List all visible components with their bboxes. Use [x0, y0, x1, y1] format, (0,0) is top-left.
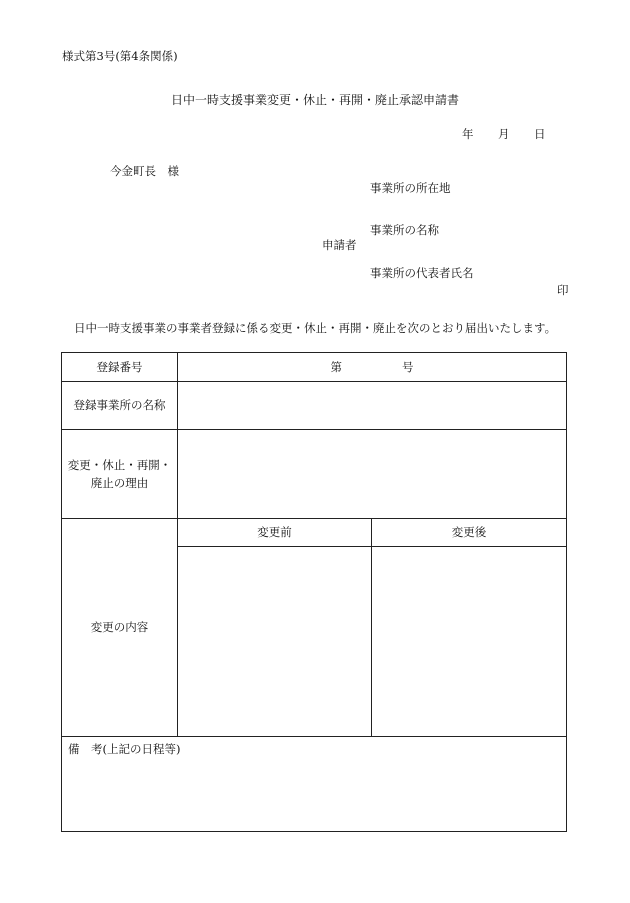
- business-name-label: 事業所の名称: [370, 223, 439, 237]
- reason-label-line2: 廃止の理由: [90, 476, 149, 490]
- before-change-header: 変更前: [178, 519, 372, 547]
- form-title: 日中一時支援事業変更・休止・再開・廃止承認申請書: [170, 93, 459, 107]
- date-year-label: 年: [462, 127, 474, 141]
- change-content-label: 変更の内容: [62, 519, 178, 737]
- before-change-input-cell[interactable]: [178, 547, 372, 737]
- table-row: [62, 737, 567, 832]
- reason-label: [62, 430, 178, 519]
- business-address-label: 事業所の所在地: [370, 181, 451, 195]
- table-row: [62, 382, 567, 430]
- number-suffix: 号: [402, 359, 414, 374]
- registration-table: [61, 352, 567, 832]
- declaration-text: 日中一時支援事業の事業者登録に係る変更・休止・再開・廃止を次のとおり届出いたします。: [74, 321, 557, 335]
- addressee: 今金町長 様: [110, 164, 179, 178]
- table-row: [62, 519, 567, 547]
- table-row: [62, 353, 567, 382]
- number-prefix: 第: [330, 359, 342, 374]
- remarks-cell[interactable]: [62, 737, 567, 832]
- form-number: 様式第3号(第4条関係): [62, 49, 178, 63]
- reason-input-cell[interactable]: [178, 430, 567, 519]
- reason-label-line1: 変更・休止・再開・: [67, 457, 172, 472]
- registration-number-label: 登録番号: [62, 353, 178, 382]
- table-row: [62, 430, 567, 519]
- business-name-row-label: 登録事業所の名称: [62, 382, 178, 430]
- date-day-label: 日: [534, 127, 546, 141]
- after-change-input-cell[interactable]: [372, 547, 567, 737]
- after-change-header: 変更後: [372, 519, 567, 547]
- applicant-label: 申請者: [322, 238, 357, 252]
- seal-mark: 印: [557, 283, 569, 297]
- representative-name-label: 事業所の代表者氏名: [370, 266, 474, 280]
- registration-number-cell[interactable]: [178, 353, 567, 382]
- date-month-label: 月: [498, 127, 510, 141]
- business-name-input-cell[interactable]: [178, 382, 567, 430]
- remarks-label: 備 考(上記の日程等): [68, 742, 181, 756]
